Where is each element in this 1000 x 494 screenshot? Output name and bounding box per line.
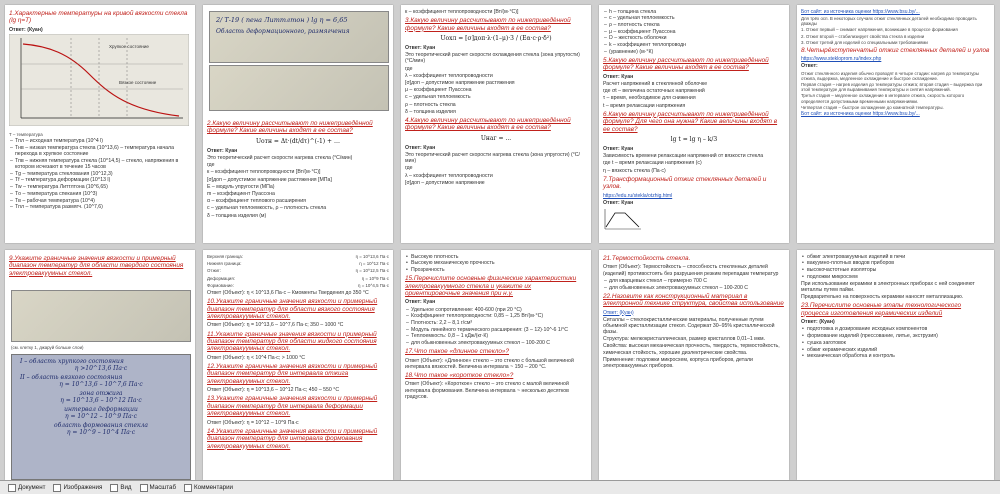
taskbar-label: Вид bbox=[120, 484, 132, 491]
viscosity-row bbox=[207, 260, 389, 267]
page10-list-1 bbox=[801, 326, 990, 359]
list-item: • Высокую механическую прочность bbox=[405, 260, 587, 266]
text-line: где bbox=[405, 165, 413, 172]
page-8 bbox=[401, 250, 591, 480]
page4-heading-3: 7.Трансформационный отжиг стеклянных деталей и узлов. bbox=[603, 175, 767, 191]
page8-heading-2: 17.Что такое «длинное стекло»? bbox=[405, 348, 509, 356]
handwritten-note-photo bbox=[209, 11, 389, 63]
row-label: Формование: bbox=[207, 282, 234, 288]
page5-answer: Ответ: bbox=[801, 63, 818, 70]
paragraph: Третья стадия – медленное охлаждение в интервале отжига, скорость которого определяется допустимыми временными напряжениями. bbox=[801, 93, 965, 104]
page10-answer-1: Ответ: (Куан) bbox=[801, 319, 835, 326]
page8-heading-1: 15.Перечислите основные физические характеристики электровакуумного стекла и укажите их ориентировочные значения при н.у. bbox=[405, 275, 577, 297]
page1-heading: 1.Характерные температуры на кривой вязкости стекла (lg η=T) bbox=[9, 10, 188, 25]
list-item: • Прозрачность bbox=[405, 267, 587, 273]
photo-caption: (см. клетку 1, джаруй больше слои) bbox=[11, 345, 84, 350]
row-label: Нижняя граница: bbox=[207, 261, 242, 267]
image-icon bbox=[53, 484, 61, 492]
list-item: – Удельное сопротивление: 400-600 (при 20 °С) bbox=[405, 307, 587, 313]
page8-answer-3: Ответ (Объект): «Короткое» стекло – это стекло с малой величиной интервала формования. Величина интервала ~ несколько десятков градусов. bbox=[405, 381, 569, 400]
list-item: – Tf – температура деформации (10^13 l) bbox=[9, 177, 191, 183]
text-line: [σ]доп – допустимое напряжение растяжения [МПа] bbox=[207, 176, 332, 183]
page4-answer-3: Ответ: Куан bbox=[603, 199, 634, 206]
page4-link[interactable]: https://edu.ru/stekla/otzhig.html bbox=[603, 192, 673, 199]
row-value: η = 10^4,5 Па·с bbox=[358, 282, 389, 288]
paragraph: Четвертая стадия – быстрое охлаждение до комнатной температуры. bbox=[801, 104, 944, 110]
list-item: • подложки микросхем bbox=[801, 274, 990, 280]
list-item: – Коэффициент теплопроводности: 0,85 – 1,25 Вт/(м·°С) bbox=[405, 313, 587, 319]
text-line: с – удельная теплоемкость, ρ – плотность стекла bbox=[207, 205, 327, 212]
list-item: • высокочастотные изоляторы bbox=[801, 267, 990, 273]
handwritten-note-photo-2 bbox=[209, 65, 389, 111]
document-icon bbox=[8, 484, 16, 492]
viscosity-row bbox=[207, 253, 389, 260]
list-item: • Высокую плотность bbox=[405, 254, 587, 260]
page9-link[interactable]: Ответ: (Куан) bbox=[603, 309, 634, 316]
page3-heading-2: 4.Какую величину рассчитывают по нижеприведённой формуле? Какие величины входят в ее состав? bbox=[405, 117, 571, 132]
card-line: II – область вязкого состояния bbox=[20, 374, 123, 381]
card-line: зона отжига bbox=[79, 390, 123, 397]
list-item: – для обыкновенных электровакуумных стекол – 100-200 С bbox=[405, 340, 587, 346]
list-item: – с – удельная теплоемкость bbox=[603, 15, 785, 21]
text-line: Для трёх осп. В некоторых случаях отжиг стеклянных деталей необходимо проводить дважды bbox=[801, 16, 977, 27]
row-value: η = 10^9 Па·с bbox=[361, 275, 389, 281]
page5-source-link-2[interactable]: https://www.stekloprom.ru/index.php bbox=[801, 56, 882, 63]
page4-answer-1: Ответ: Куан bbox=[603, 73, 634, 80]
list-item: – ρ – плотность стекла bbox=[603, 22, 785, 28]
taskbar-label: Изображения bbox=[63, 484, 103, 491]
paragraph: Отжиг стеклянного изделия обычно проводят в четыре стадии: нагрев до температуры отжига, выдержка, медленное охлаждение и быстрое охлаждение. bbox=[801, 70, 980, 81]
page-7 bbox=[203, 250, 393, 480]
list-item: – для обыкновенных электровакуумных стекол – 100-200 С bbox=[603, 285, 785, 291]
viscosity-row bbox=[207, 282, 389, 289]
card-line: область формования стекла bbox=[54, 422, 148, 429]
text-line: 3. Отжиг третий для изделий со специальными требованиями bbox=[801, 39, 928, 45]
page2-heading: 2.Какую величину рассчитывают по нижеприведённой формуле? Какие величины входят в ее состав? bbox=[207, 120, 373, 135]
page1-list bbox=[9, 138, 191, 210]
text-line: [σ]доп – допустимое напряжение растяжения bbox=[405, 80, 515, 87]
list-item: – Tв – рабочая температура (10^4) bbox=[9, 198, 191, 204]
page10-top-list bbox=[801, 254, 990, 280]
text-line: α – коэффициент теплового расширения bbox=[207, 198, 306, 205]
text-line: Е – модуль упругости (МПа) bbox=[207, 183, 275, 190]
viscosity-curve-graph bbox=[9, 34, 189, 126]
page7-heading-3: 11.Укажите граничные значения вязкости и примерный диапазон температур для области жидкого состояния электровакуумных стекол. bbox=[207, 330, 377, 353]
paragraph: Свойства: высокая механическая прочность, твердость, термостойкость, химическая стойкость, хорошие диэлектрические свойства. bbox=[603, 343, 780, 356]
page4-heading-2: 6.Какую величину рассчитывают по нижеприведённой формуле? Для чего она нужна? Какие величины входят в ее состав? bbox=[603, 110, 778, 133]
graph-caption: Т – температура bbox=[9, 132, 43, 138]
text-line: Это теоретический расчет скорости охлаждения стекла (зона упругости) (°С/мин) bbox=[405, 52, 580, 65]
taskbar-item[interactable] bbox=[8, 484, 45, 492]
page4-heading-1: 5.Какую величину рассчитывают по нижеприведённой формуле? Какие величины входят в ее состав? bbox=[603, 56, 769, 72]
page2-formula: Uотн = Δt·(dt/dτ)^(-1) + … bbox=[256, 137, 340, 145]
text-line: ρ – плотность стекла bbox=[405, 101, 456, 108]
list-item: – k – коэффициент теплопроводн bbox=[603, 42, 785, 48]
list-item: – Tпл – температура размягч. (10^7,6) bbox=[9, 204, 191, 210]
page7-heading-6: 14.Укажите граничные значения вязкости и примерный диапазон температур для интервала формования электровакуумных стекол. bbox=[207, 427, 378, 450]
page10-heading-1: 23.Перечислите основные этапы технологического процесса изготовления керамических изделий bbox=[801, 302, 962, 317]
list-item: – μ – коэффициент Пуассона bbox=[603, 29, 785, 35]
text-line: 1. Отжиг первый – снимает напряжения, возникшие в процессе формования bbox=[801, 27, 958, 33]
list-item: – D – жесткость оболочки bbox=[603, 35, 785, 41]
page5-source-link-1[interactable]: Бот сайт: из источника оценки https://www.bsu.by/... bbox=[801, 9, 920, 15]
text-line: μ – коэффициент Пуассона bbox=[405, 87, 472, 94]
comment-icon bbox=[184, 484, 192, 492]
text-line: где σt – величина остаточных напряжений bbox=[603, 88, 705, 95]
list-item: – Tg – температура стеклования (10^12,3) bbox=[9, 171, 191, 177]
page-6 bbox=[5, 250, 195, 480]
page9-answer-1: Ответ (Объект): Термостойкость – способность стеклянных деталей (изделий) противостоять без разрушения резким перепадам температур bbox=[603, 264, 779, 277]
text-line: где bbox=[207, 162, 215, 169]
page-9 bbox=[599, 250, 789, 480]
list-item: – Tнв – низкая температура стекла (10^13,6) – температура начала перехода в хрупкое состояние bbox=[9, 145, 191, 157]
paragraph: Предварительно на поверхность керамики наносят металлизацию. bbox=[801, 294, 964, 301]
list-item: – для кварцевых стекол – примерно 700 С bbox=[603, 278, 785, 284]
page5-source-link-3[interactable]: Бот сайт: из источника оценки https://www.bsu.by/... bbox=[801, 111, 920, 118]
list-item: – h – толщина стекла bbox=[603, 9, 785, 15]
paragraph: Структура: мелкокристаллическая, размер кристаллов 0,01–1 мкм. bbox=[603, 336, 766, 343]
text-line: m – коэффициент Пуассона bbox=[207, 191, 275, 198]
taskbar-label: Масштаб bbox=[149, 484, 177, 491]
paragraph: Ситаллы – стеклокристаллические материалы, полученные путем объемной кристаллизации стекол. Содержат 30–95% кристаллической фазы. bbox=[603, 316, 775, 335]
card-line: η = 10^13,6 – 10^12 Па·с bbox=[60, 397, 142, 404]
list-item: • механическая обработка и контроль bbox=[801, 353, 990, 359]
card-line: η = 10^12 – 10^9 Па·с bbox=[64, 413, 137, 420]
page8-answer-2: Ответ (Объект): «Длинное» стекло – это стекло с большой величиной интервала вязкостей. Величина интервала ~ 150 – 200 °С. bbox=[405, 357, 574, 370]
page4-formula-2: lg t = lg η – k/3 bbox=[670, 135, 718, 143]
text-line: λ – коэффициент теплопроводности bbox=[405, 72, 493, 79]
text-line: где t – время релаксации напряжения (с) bbox=[603, 160, 702, 167]
viscosity-row bbox=[207, 267, 389, 274]
page-10 bbox=[797, 250, 994, 480]
zoom-icon bbox=[140, 484, 148, 492]
row-label: Отжиг: bbox=[207, 268, 221, 274]
page7-answer-1: Ответ (Объект): η < 10^13,6 Па·с – Кмоменты Твердения до 350 °С bbox=[207, 290, 369, 297]
page-3 bbox=[401, 5, 591, 243]
taskbar-label: Документ bbox=[18, 484, 46, 491]
view-icon bbox=[110, 484, 118, 492]
text-line: Это теоретический расчет скорости нагрева стекла (°С/мин) bbox=[207, 155, 353, 162]
text-line: [σ]доп – допустимое напряжение bbox=[405, 179, 485, 186]
list-item: – Плотность: 2,2 – 8,1 г/см³ bbox=[405, 320, 587, 326]
text-line: с – удельная теплоемкость bbox=[405, 94, 471, 101]
paragraph: При использовании керамики в электронных приборах с ней соединяют металлы путем пайки. bbox=[801, 280, 975, 294]
list-item: – Tпв – нижняя температура стекла (10^14,5) – стекло, напряжения в котором исчезают в течение 15 часов bbox=[9, 158, 191, 170]
page-2 bbox=[203, 5, 393, 243]
text-line: к – коэффициент теплопроводности [Вт/(м·°С)] bbox=[207, 169, 321, 176]
text-line: η – вязкость стекла (Па·с) bbox=[603, 167, 666, 174]
taskbar-item[interactable] bbox=[184, 484, 233, 492]
text-line: δ – толщина изделия bbox=[405, 108, 456, 115]
page7-answer-3: Ответ (Объект): η < 10^4 Па·с; > 1000 °С bbox=[207, 354, 306, 361]
card-line: η = 10^13,6 – 10^7,6 Па·с bbox=[59, 381, 143, 388]
list-item: • обжиг керамических изделий bbox=[801, 347, 990, 353]
page3-top-line: к – коэффициент теплопроводности [Вт/(м·°С)] bbox=[405, 9, 519, 15]
page7-answer-4: Ответ (Объект): η = 10^13,6 – 10^12 Па·с; 450 – 550 °С bbox=[207, 387, 340, 394]
row-value: η = 10^13,6 Па·с bbox=[355, 254, 389, 259]
handwritten-photo bbox=[11, 290, 191, 342]
row-value: η = 10^12,5 Па·с bbox=[355, 268, 389, 274]
page2-answer: Ответ: Куан bbox=[207, 147, 238, 154]
taskbar-item[interactable] bbox=[53, 484, 102, 492]
text-line: Расчет напряжений в стеклянной оболочке bbox=[603, 80, 708, 87]
page8-answer-1: Ответ: Куан bbox=[405, 299, 436, 306]
page-1 bbox=[5, 5, 195, 243]
page4-answer-2: Ответ: Куан bbox=[603, 145, 634, 152]
text-line: 2. Отжиг второй – стабилизирует свойства стекла в изделии bbox=[801, 33, 925, 39]
taskbar-label: Комментарии bbox=[194, 484, 234, 491]
page3-answer-1: Ответ: Куан bbox=[405, 45, 436, 52]
list-item: – Tw – температура Литтлтона (10^6,65) bbox=[9, 184, 191, 190]
list-item: – Tпл – исходная температура (10^4 l) bbox=[9, 138, 191, 144]
page9-list-1 bbox=[603, 278, 785, 291]
taskbar-item[interactable] bbox=[140, 484, 176, 492]
annealing-curve-small bbox=[603, 207, 643, 231]
page1-answer: Ответ: (Куан) bbox=[9, 26, 43, 33]
page3-formula-2: Uнаг = ... bbox=[480, 134, 512, 142]
page5-heading: 8.Четырёхступенчатый отжиг стеклянных деталей и узлов bbox=[801, 47, 990, 55]
row-label: Верхняя граница: bbox=[207, 254, 243, 259]
page3-heading-1: 3.Какую величину рассчитывают по нижеприведённой формуле? Какие величины входят в ее состав? bbox=[405, 17, 571, 32]
viscosity-row bbox=[207, 275, 389, 282]
bottom-taskbar bbox=[0, 480, 1000, 494]
page8-heading-3: 18.Что такое «короткое стекло»? bbox=[405, 372, 514, 380]
list-item: • формование изделий (прессование, литье, экструзия) bbox=[801, 333, 990, 339]
list-item: • вакуумно-плотных вводов приборов bbox=[801, 260, 990, 266]
list-item: – Теплоемкость: 0,8 – 1 кДж/(кг·К) bbox=[405, 333, 587, 339]
note-line: 2/ Т-19 ( пена Литтлтон ) lg η = 6,65 bbox=[216, 16, 348, 24]
list-item: – Модуль линейного термического расширения: (3 – 12)·10^-6 1/°С bbox=[405, 327, 587, 333]
page3-answer-2: Ответ: Куан bbox=[405, 144, 436, 151]
page7-heading-4: 12.Укажите граничные значения вязкости и примерный диапазон температур для интервала отжига электровакуумных стекол. bbox=[207, 363, 378, 385]
row-value: η = 10^12 Па·с bbox=[359, 261, 389, 267]
page7-heading-5: 13.Укажите граничные значения вязкости и примерный диапазон температур для интервала деформации электровакуумных стекол. bbox=[207, 395, 378, 418]
list-item: • сушка заготовок bbox=[801, 340, 990, 346]
page9-heading-1: 21.Термостойкость стекла. bbox=[603, 255, 691, 262]
list-item: • подготовка и дозирование исходных компонентов bbox=[801, 326, 990, 332]
page6-heading: 9.Укажите граничные значения вязкости и примерный диапазон температур для области твердого состояния электровакуумных стекол. bbox=[9, 255, 184, 277]
text-line: λ – коэффициент теплопроводности bbox=[405, 172, 493, 179]
row-label: Деформация: bbox=[207, 275, 235, 281]
card-line: I – область хрупкого состояния bbox=[20, 358, 124, 365]
card-line: интервал деформации bbox=[64, 406, 138, 413]
svg-text:Хрупкое состояние: Хрупкое состояние bbox=[109, 44, 149, 50]
text-line: τ – время, необходимое для снижения bbox=[603, 95, 696, 102]
page8-top-list bbox=[405, 254, 587, 274]
card-line: η = 10^9 – 10^4 Па·с bbox=[66, 429, 136, 436]
text-line: δ – толщина изделия (м) bbox=[207, 212, 267, 219]
page7-answer-2: Ответ (Объект): η = 10^13,6 – 10^7,6 Па·с; 350 – 1000 °С bbox=[207, 322, 344, 329]
paragraph: Применение: подложки микросхем, корпуса приборов, детали электровакуумных приборов. bbox=[603, 356, 753, 369]
viscosity-ranges-card bbox=[11, 354, 191, 480]
page-4 bbox=[599, 5, 789, 243]
page9-heading-2: 22.Назовите как конструкционный материал в электронной технике структура, свойства использование bbox=[603, 292, 784, 308]
svg-text:Вязкое состояние: Вязкое состояние bbox=[119, 80, 157, 86]
list-item: – Tо – температура спекания (10^3) bbox=[9, 191, 191, 197]
page4-top-list bbox=[603, 9, 785, 55]
text-line: Зависимость времени релаксации напряжений от вязкости стекла bbox=[603, 153, 764, 160]
page7-heading-2: 10.Укажите граничные значения вязкости и примерный диапазон температур для области вязкого состояния электровакуумных стекол. bbox=[207, 298, 378, 321]
page-5 bbox=[797, 5, 994, 243]
card-line: η >10^13,6 Па·с bbox=[74, 365, 128, 372]
text-line: Это теоретический расчет скорости нагрева стекла (зона упругости) (°С/мин) bbox=[405, 152, 580, 165]
page3-formula-1: Uохл = [σ]доп·λ·(1–μ)·3 / (Eα·c·ρ·δ²) bbox=[440, 35, 552, 43]
page8-list-1 bbox=[405, 307, 587, 347]
text-line: t – время релаксации напряжения bbox=[603, 102, 686, 109]
list-item: • обжиг электровакуумных изделий в печи bbox=[801, 254, 990, 260]
taskbar-item[interactable] bbox=[110, 484, 131, 492]
text-line: где bbox=[405, 65, 413, 72]
paragraph: Первая стадия – нагрев изделия до температуры отжига; вторая стадия – выдержка при этой температуре для выравнивания температуры и снятия напряжений. bbox=[801, 82, 983, 93]
page7-answer-5: Ответ (Объект): η = 10^12 – 10^9 Па·с bbox=[207, 419, 299, 426]
note-line: Область деформационного, размягчения bbox=[216, 28, 350, 35]
list-item: – (уравнение) (м·°К) bbox=[603, 49, 785, 55]
